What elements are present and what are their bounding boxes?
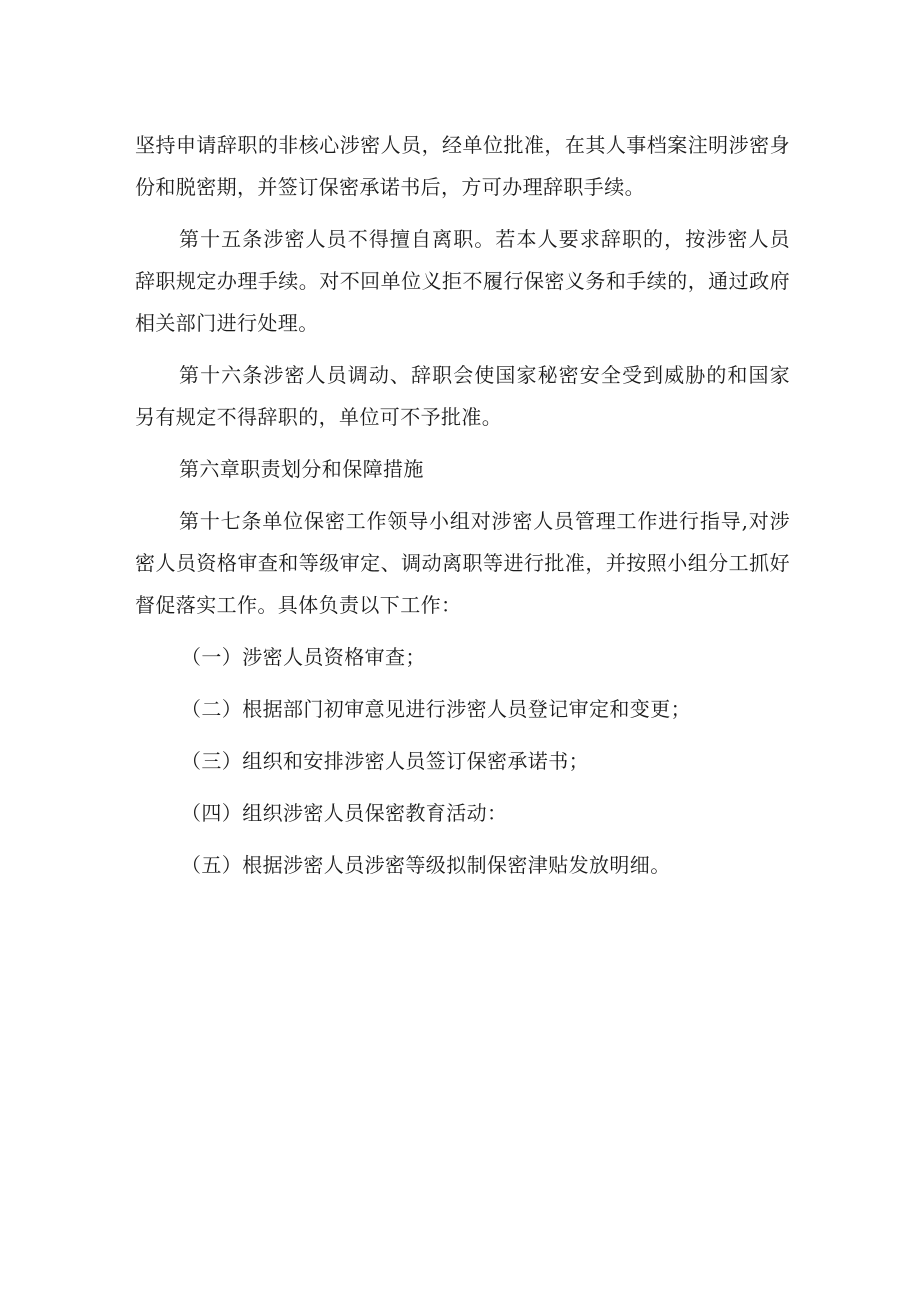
article-16: 第十六条涉密人员调动、辞职会使国家秘密安全受到威胁的和国家另有规定不得辞职的，单位可不予批准。 — [135, 363, 790, 429]
list-item-1: （一）涉密人员资格审查； — [181, 645, 426, 669]
article-17: 第十七条单位保密工作领导小组对涉密人员管理工作进行指导,对涉密人员资格审查和等级审定、调动离职等进行批准，并按照小组分工抓好督促落实工作。具体负责以下工作： — [135, 509, 790, 617]
paragraph-resignation-continued: 坚持申请辞职的非核心涉密人员，经单位批准，在其人事档案注明涉密身份和脱密期，并签订保密承诺书后，方可办理辞职手续。 — [135, 133, 790, 199]
chapter-6-heading: 第六章职责划分和保障措施 — [179, 457, 424, 481]
list-item-5: （五）根据涉密人员涉密等级拟制保密津贴发放明细。 — [181, 853, 671, 877]
list-item-2: （二）根据部门初审意见进行涉密人员登记审定和变更； — [181, 697, 691, 721]
list-item-4: （四）组织涉密人员保密教育活动： — [181, 801, 508, 825]
article-15: 第十五条涉密人员不得擅自离职。若本人要求辞职的，按涉密人员辞职规定办理手续。对不回单位义拒不履行保密义务和手续的，通过政府相关部门进行处理。 — [135, 227, 790, 335]
list-item-3: （三）组织和安排涉密人员签订保密承诺书； — [181, 749, 589, 773]
